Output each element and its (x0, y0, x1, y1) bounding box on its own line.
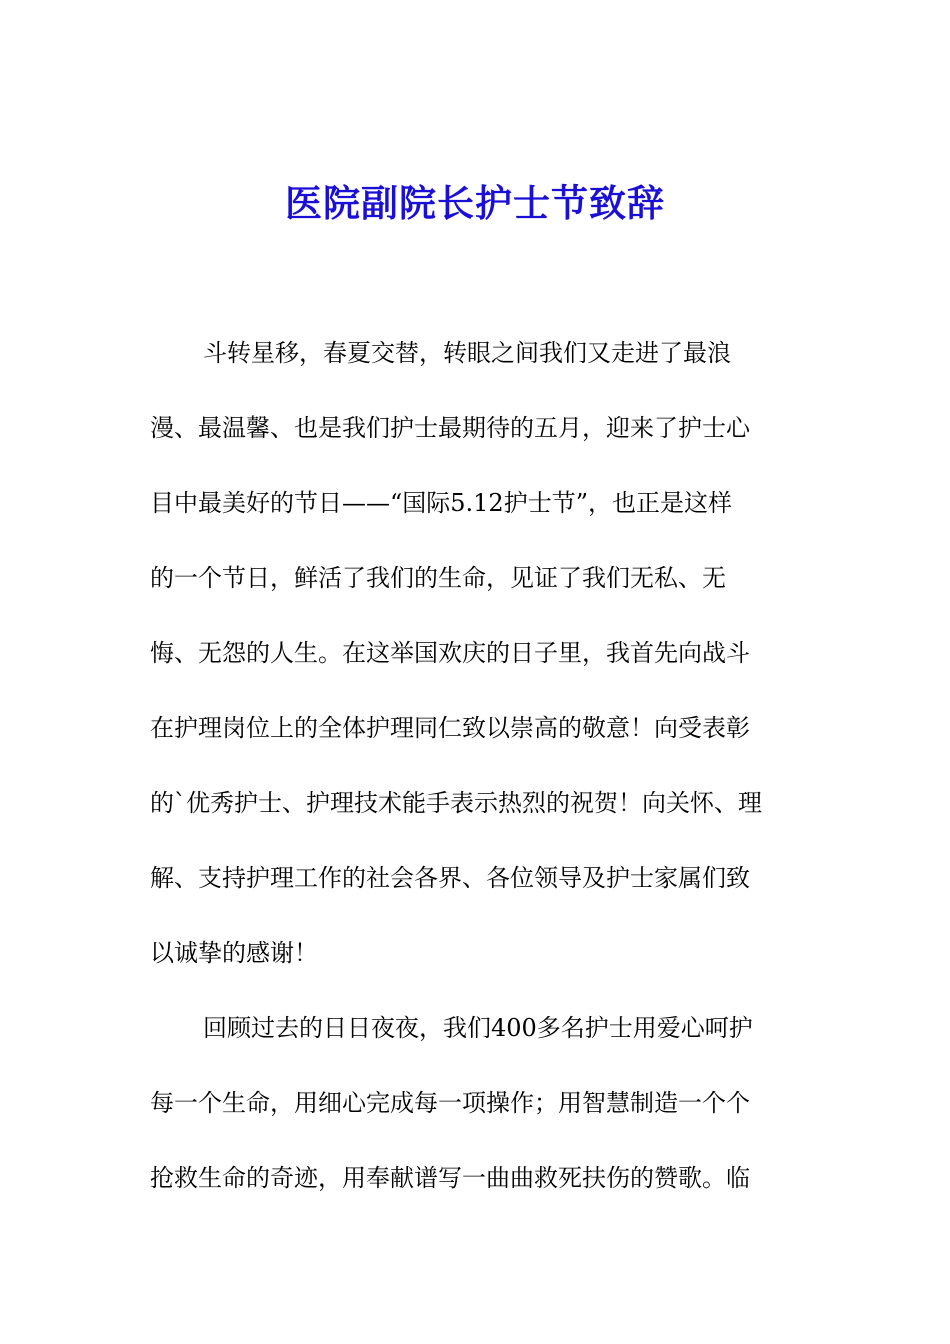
paragraph-2 (150, 1001, 805, 1226)
text-line: 每一个生命，用细心完成每一项操作；用智慧制造一个个 (150, 1089, 750, 1117)
paragraph-1 (150, 326, 805, 1001)
document-body (150, 326, 805, 1226)
text-line: 在护理岗位上的全体护理同仁致以崇高的敬意！向受表彰 (150, 714, 750, 742)
text-line: 漫、最温馨、也是我们护士最期待的五月，迎来了护士心 (150, 414, 750, 442)
text-line: 抢救生命的奇迹，用奉献谱写一曲曲救死扶伤的赞歌。临 (150, 1164, 750, 1192)
text-line: 的一个节日，鲜活了我们的生命，见证了我们无私、无 (150, 564, 726, 592)
text-line: 悔、无怨的人生。在这举国欢庆的日子里，我首先向战斗 (150, 639, 750, 667)
document-title: 医院副院长护士节致辞 (285, 181, 665, 225)
text-line: 以诚挚的感谢！ (150, 939, 318, 967)
text-line: 的`优秀护士、护理技术能手表示热烈的祝贺！向关怀、理 (150, 789, 762, 817)
text-line: 斗转星移，春夏交替，转眼之间我们又走进了最浪 (203, 339, 731, 367)
text-line: 解、支持护理工作的社会各界、各位领导及护士家属们致 (150, 864, 750, 892)
text-line: 目中最美好的节日——“国际5.12护士节”，也正是这样 (150, 489, 732, 517)
text-line: 回顾过去的日日夜夜，我们400多名护士用爱心呵护 (203, 1014, 753, 1042)
